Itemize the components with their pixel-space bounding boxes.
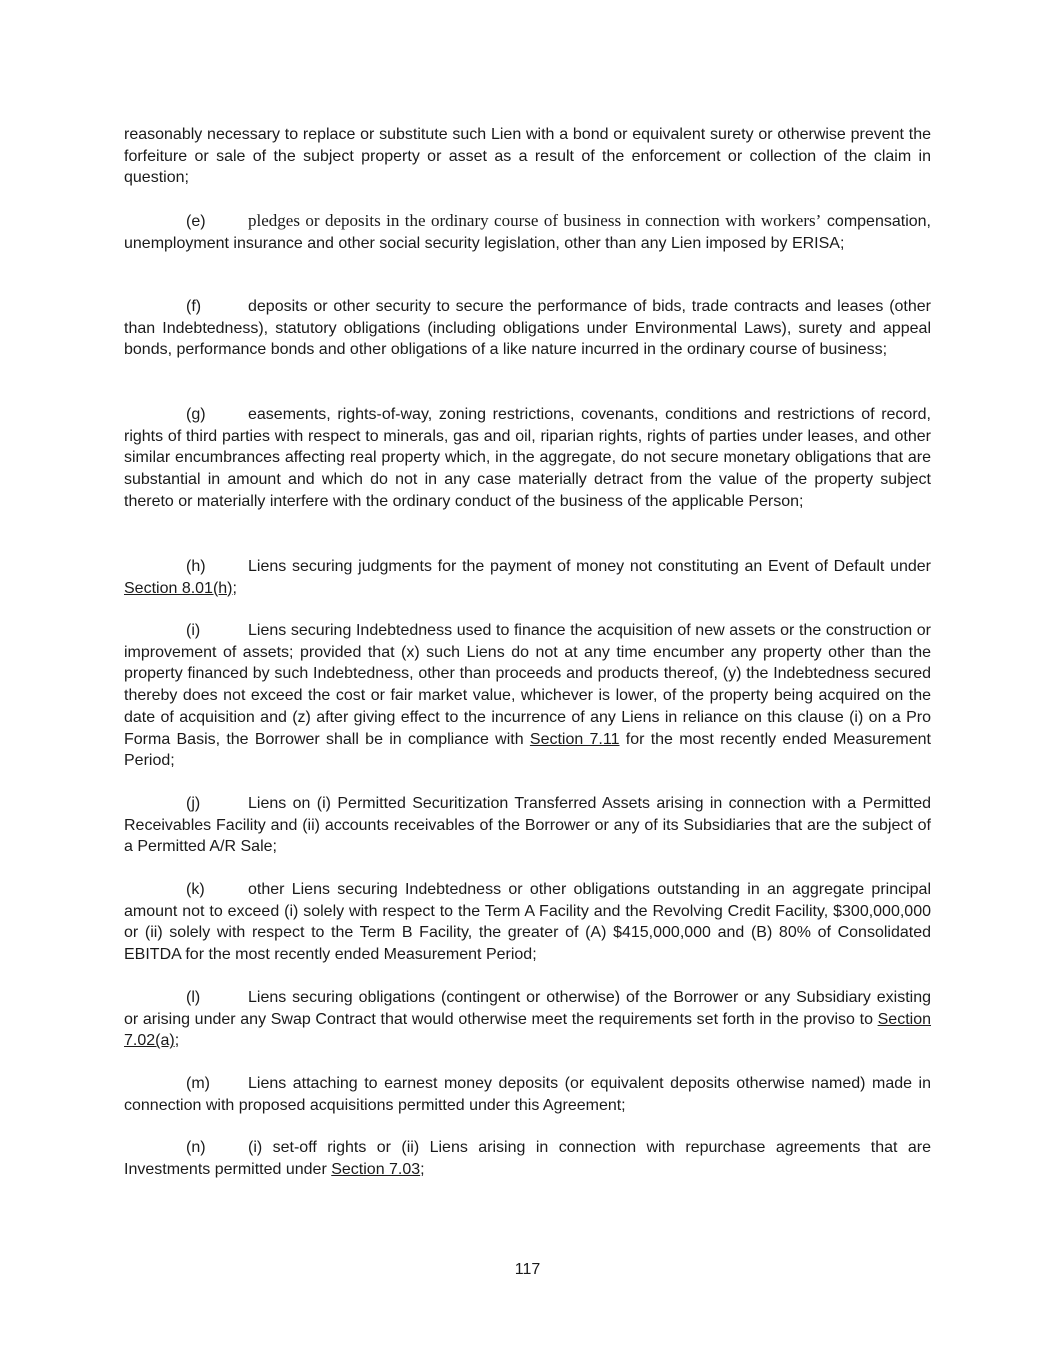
clause-f — [124, 296, 931, 361]
clause-text: Liens securing Indebtedness used to finance the acquisition of new assets or the construction or improvement of assets; provided that (x) such Liens do not at any time encumber any property other than the property financed by such Indebtedness, other than proceeds and products thereof, (y) the Indebtedness secured thereby does not exceed the cost or fair market value, whichever is lower, of the property being acquired on the date of acquisition and (z) after giving effect to the incurrence of any Liens in reliance on this clause (i) on a Pro Forma Basis, the Borrower shall be in compliance with — [124, 622, 931, 748]
clause-label: (k) — [186, 881, 205, 898]
clause-i — [124, 620, 931, 772]
clause-label: (n) — [186, 1139, 206, 1156]
clause-text: (i) set-off rights or (ii) Liens arising in connection with repurchase agreements that are Investments permitted under — [124, 1139, 931, 1178]
section-reference-link[interactable]: Section 8.01(h) — [124, 579, 233, 597]
clause-text: other Liens securing Indebtedness or other obligations outstanding in an aggregate principal amount not to exceed (i) solely with respect to the Term A Facility and the Revolving Credit Facility, $300,000,000 or (ii) solely with respect to the Term B Facility, the greater of (A) $415,000,000 and (B) 80% of Consolidated EBITDA for the most recently ended Measurement Period; — [124, 881, 931, 964]
clause-text: compensation, unemployment insurance and other social security legislation, other than any Lien imposed by ERISA; — [124, 213, 931, 252]
clause-label: (l) — [186, 989, 201, 1006]
clause-label: (g) — [186, 406, 206, 423]
clause-text-tail: ; — [174, 1032, 180, 1050]
clause-text: Liens on (i) Permitted Securitization Transferred Assets arising in connection with a Permitted Receivables Facility and (ii) accounts receivables of the Borrower or any of its Subsidiaries that are the subject of a Permitted A/R Sale; — [124, 795, 931, 856]
clause-label: (j) — [186, 795, 201, 812]
clause-text: deposits or other security to secure the performance of bids, trade contracts and leases (other than Indebtedness), statutory obligations (including obligations under Environmental Laws), surety and appeal bonds, performance bonds and other obligations of a like nature incurred in the ordinary course of business; — [124, 298, 931, 359]
clause-text-tail: ; — [232, 579, 237, 597]
clause-label: (e) — [186, 213, 206, 230]
clause-l — [124, 987, 931, 1052]
clause-k — [124, 879, 931, 966]
clause-text: Liens securing judgments for the payment of money not constituting an Event of Default under — [248, 558, 931, 575]
clause-text-tail: ; — [420, 1160, 425, 1178]
clause-m — [124, 1073, 931, 1116]
clause-text: Liens securing obligations (contingent or otherwise) of the Borrower or any Subsidiary existing or arising under any Swap Contract that would otherwise meet the requirements set forth in the proviso to — [124, 989, 931, 1028]
clause-g — [124, 404, 931, 513]
clause-label: (h) — [186, 558, 206, 575]
clause-text-tail: for the most recently ended Measurement Period; — [124, 730, 932, 770]
clause-text: easements, rights-of-way, zoning restrictions, covenants, conditions and restrictions of record, rights of third parties with respect to minerals, gas and oil, riparian rights, rights of parties under leases, and other similar encumbrances affecting real property which, in the aggregate, do not secure monetary obligations that are substantial in amount and which do not in any case materially detract from the value of the property subject thereto or materially interfere with the ordinary conduct of the business of the applicable Person; — [124, 406, 931, 510]
clause-text: Liens attaching to earnest money deposits (or equivalent deposits otherwise named) made in connection with proposed acquisitions permitted under this Agreement; — [124, 1075, 931, 1114]
clause-j — [124, 793, 931, 858]
intro-paragraph: reasonably necessary to replace or substitute such Lien with a bond or equivalent surety or otherwise prevent the forfeiture or sale of the subject property or asset as a result of the enforcement or collection of the claim in question; — [124, 126, 931, 187]
clause-label: (f) — [186, 298, 202, 315]
section-reference-link[interactable]: Section 7.02(a) — [124, 1010, 931, 1050]
clause-label: (i) — [186, 622, 201, 639]
clause-text: pledges or deposits in the ordinary course of business in connection with workers’ — [248, 211, 822, 230]
clause-h — [124, 556, 931, 599]
section-reference-link[interactable]: Section 7.03 — [331, 1160, 421, 1178]
clause-n — [124, 1137, 931, 1180]
page-number: 117 — [514, 1261, 541, 1278]
clause-label: (m) — [186, 1075, 210, 1092]
section-reference-link[interactable]: Section 7.11 — [529, 730, 620, 748]
clause-e — [124, 210, 931, 254]
